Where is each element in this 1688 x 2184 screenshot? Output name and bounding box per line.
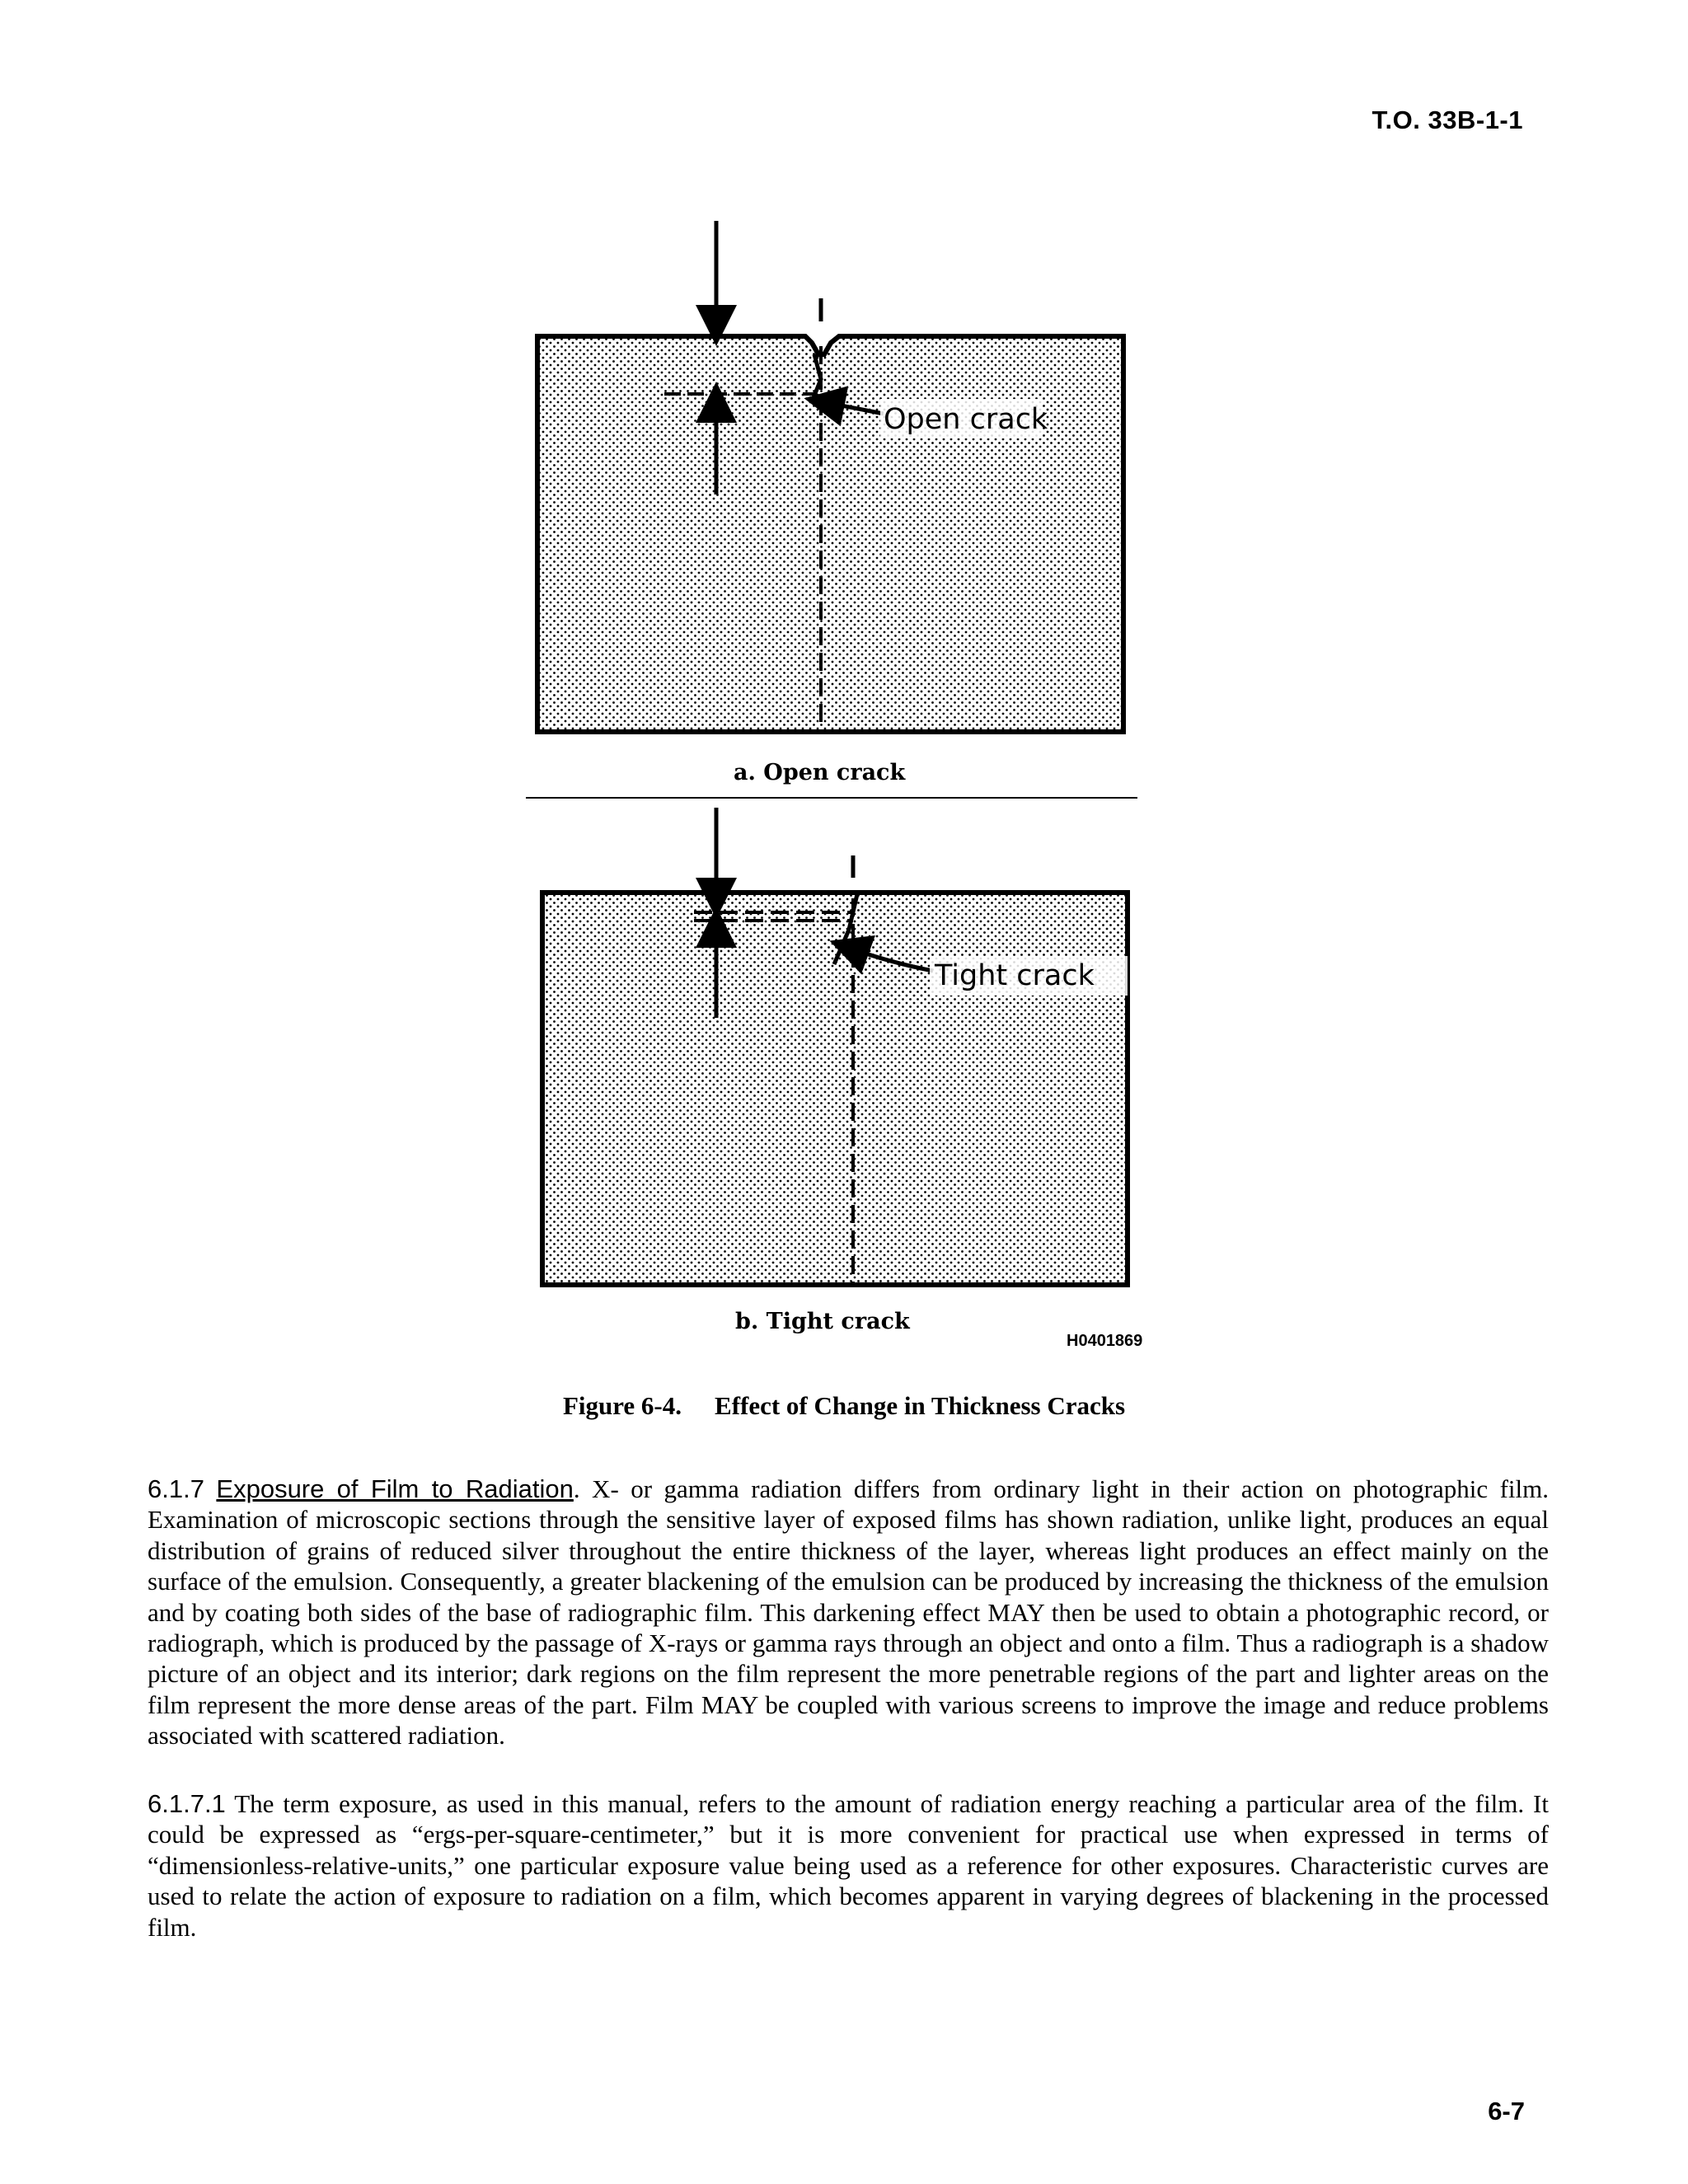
paragraph-6-1-7 [148, 1474, 1549, 1751]
figure-title-text: Effect of Change in Thickness Cracks [715, 1391, 1126, 1420]
drawing-code: H0401869 [1067, 1332, 1143, 1350]
panel-b-caption: b. Tight crack [735, 1309, 910, 1334]
figure-title [0, 1391, 1688, 1421]
figure-number: Figure 6-4. [562, 1391, 682, 1420]
page-number: 6-7 [1488, 2097, 1525, 2125]
subsection-text: The term exposure, as used in this manual, refers to the amount of radiation energy reaching a particular area of the film. It could be expressed as “ergs-per-square-centimeter,” but it is more convenient for practical use when expressed in terms of “dimensionless-relative-units,” one particular exposure value being used as a reference for other exposures. Characteristic curves are used to relate the action of exposure to radiation on a film, which becomes apparent in varying degrees of blackening in the processed film. [148, 1789, 1549, 1942]
panel-a-open-crack-drawing [537, 221, 1123, 732]
panel-a-caption: a. Open crack [734, 760, 906, 785]
specimen-block-b [542, 893, 1128, 1285]
specimen-block-a [537, 336, 1123, 732]
subsection-number: 6.1.7.1 [148, 1789, 226, 1818]
panel-b-tight-crack-drawing [542, 808, 1128, 1285]
section-number: 6.1.7 [148, 1474, 204, 1503]
paragraph-6-1-7-1 [148, 1788, 1549, 1943]
section-text: . X- or gamma radiation differs from ordinary light in their action on photographic film. Examination of microscopic sections through the sensitive layer of exposed films has shown radiation, unlike light, produces an equal distribution of grains of reduced silver throughout the entire thickness of the layer, whereas light produces an effect mainly on the surface of the emulsion. Consequently, a greater blackening of the emulsion can be produced by increasing the thickness of the emulsion and by coating both sides of the base of radiographic film. This darkening effect MAY then be used to obtain a photographic record, or radiograph, which is produced by the passage of X-rays or gamma rays through an object and onto a film. Thus a radiograph is a shadow picture of an object and its interior; dark regions on the film represent the more penetrable regions of the part and lighter areas on the film represent the more dense areas of the part. Film MAY be coupled with various screens to improve the image and reduce problems associated with scattered radiation. [148, 1474, 1549, 1750]
tight-crack-callout: Tight crack [935, 959, 1095, 992]
section-title: Exposure of Film to Radiation [216, 1474, 574, 1503]
open-crack-callout: Open crack [884, 403, 1048, 436]
document-id: T.O. 33B-1-1 [1372, 105, 1523, 134]
